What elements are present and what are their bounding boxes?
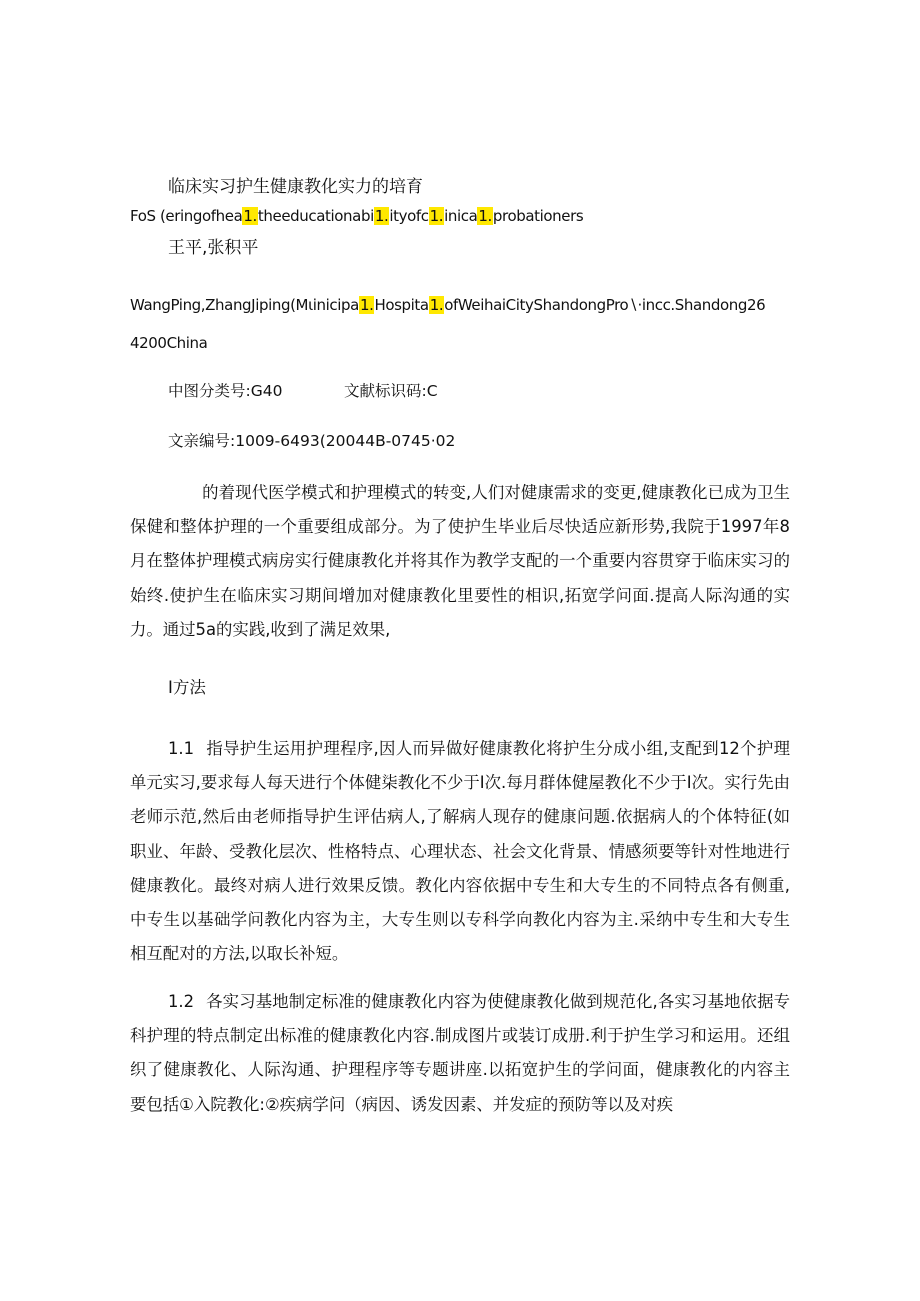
intro-paragraph (130, 476, 790, 647)
section-number: 1.2 (168, 992, 195, 1011)
section-number: 1.1 (168, 739, 195, 758)
highlight-mark: 1. (359, 296, 374, 314)
title-en-part: ityofc (389, 207, 429, 225)
section-1-1 (130, 732, 790, 971)
section-text: 指导护生运用护理程序,因人而异做好健康教化将护生分成小组,支配到12个护理单元实习,要求每人每天进行个体健柒教化不少于I次.每月群体健屋教化不少于I次。实行先由老师示范,然后由老师指导护生评估病人,了解病人现存的健康问题.依据病人的个体特征(如职业、年龄、受教化层次、性格特点、心理状态、社会文化背景、情感须要等针对性地进行健康教化。最终对病人进行效果反馈。教化内容依据中专生和大专生的不同特点各有侧重,中专生以基础学问教化内容为主，大专生则以专科学向教化内容为主.采纳中专生和大专生相互配对的方法,以取长补短。 (130, 739, 790, 964)
title-cn: 临床实习护生健康教化实力的培育 (168, 177, 423, 197)
intro-text: 的着现代医学模式和护理模式的转变,人们对健康需求的变更,健康教化已成为卫生保健和整体护理的一个重要组成部分。为了使护生毕业后尽快适应新形势,我院于1997年8月在整体护理模式病房实行健康教化并将其作为教学支配的一个重要内容贯穿于临床实习的始终.使护生在临床实习期间增加对健康教化里要性的相识,拓宽学问面.提高人际沟通的实力。通过5a的实践,收到了满足效果, (130, 483, 790, 639)
authors-cn: 王平,张积平 (168, 238, 259, 258)
section-1-2 (130, 985, 790, 1122)
highlight-mark: 1. (429, 296, 444, 314)
article-number: 文亲编号:1009-6493(20044B-0745·02 (168, 432, 456, 450)
title-en (130, 205, 583, 227)
highlight-mark: 1. (243, 207, 257, 225)
section-text: 各实习基地制定标准的健康教化内容为使健康教化做到规范化,各实习基地依据专科护理的特点制定出标准的健康教化内容.制成图片或装订成册.利于护生学习和运用。还组织了健康教化、人际沟通、护理程序等专题讲座.以拓宽护生的学问面，健康教化的内容主要包括①入院教化:②疾病学问（病因、诱发因素、并发症的预防等以及对疾 (130, 992, 790, 1114)
highlight-mark: 1. (374, 207, 389, 225)
affiliation-part: ofWeihaiCityShandongPro∖·incc.Shandong26 (444, 296, 766, 314)
affiliation-part: WangPing,ZhangJiping(Mιinicipa (130, 296, 359, 314)
affiliation-part: Hospita (374, 296, 429, 314)
class-number: 中图分类号:G40 (168, 382, 283, 400)
title-en-part: FoS (eringofhea (130, 207, 243, 225)
section-heading: I方法 (168, 678, 206, 697)
highlight-mark: 1. (478, 207, 492, 225)
title-en-part: inica (444, 207, 478, 225)
affiliation-line2: 4200China (130, 334, 208, 352)
affiliation (130, 294, 765, 316)
document-code: 文献标识码:C (344, 382, 438, 400)
title-en-part: probationers (492, 207, 584, 225)
highlight-mark: 1. (429, 207, 444, 225)
title-en-part: theeducationabi (257, 207, 374, 225)
